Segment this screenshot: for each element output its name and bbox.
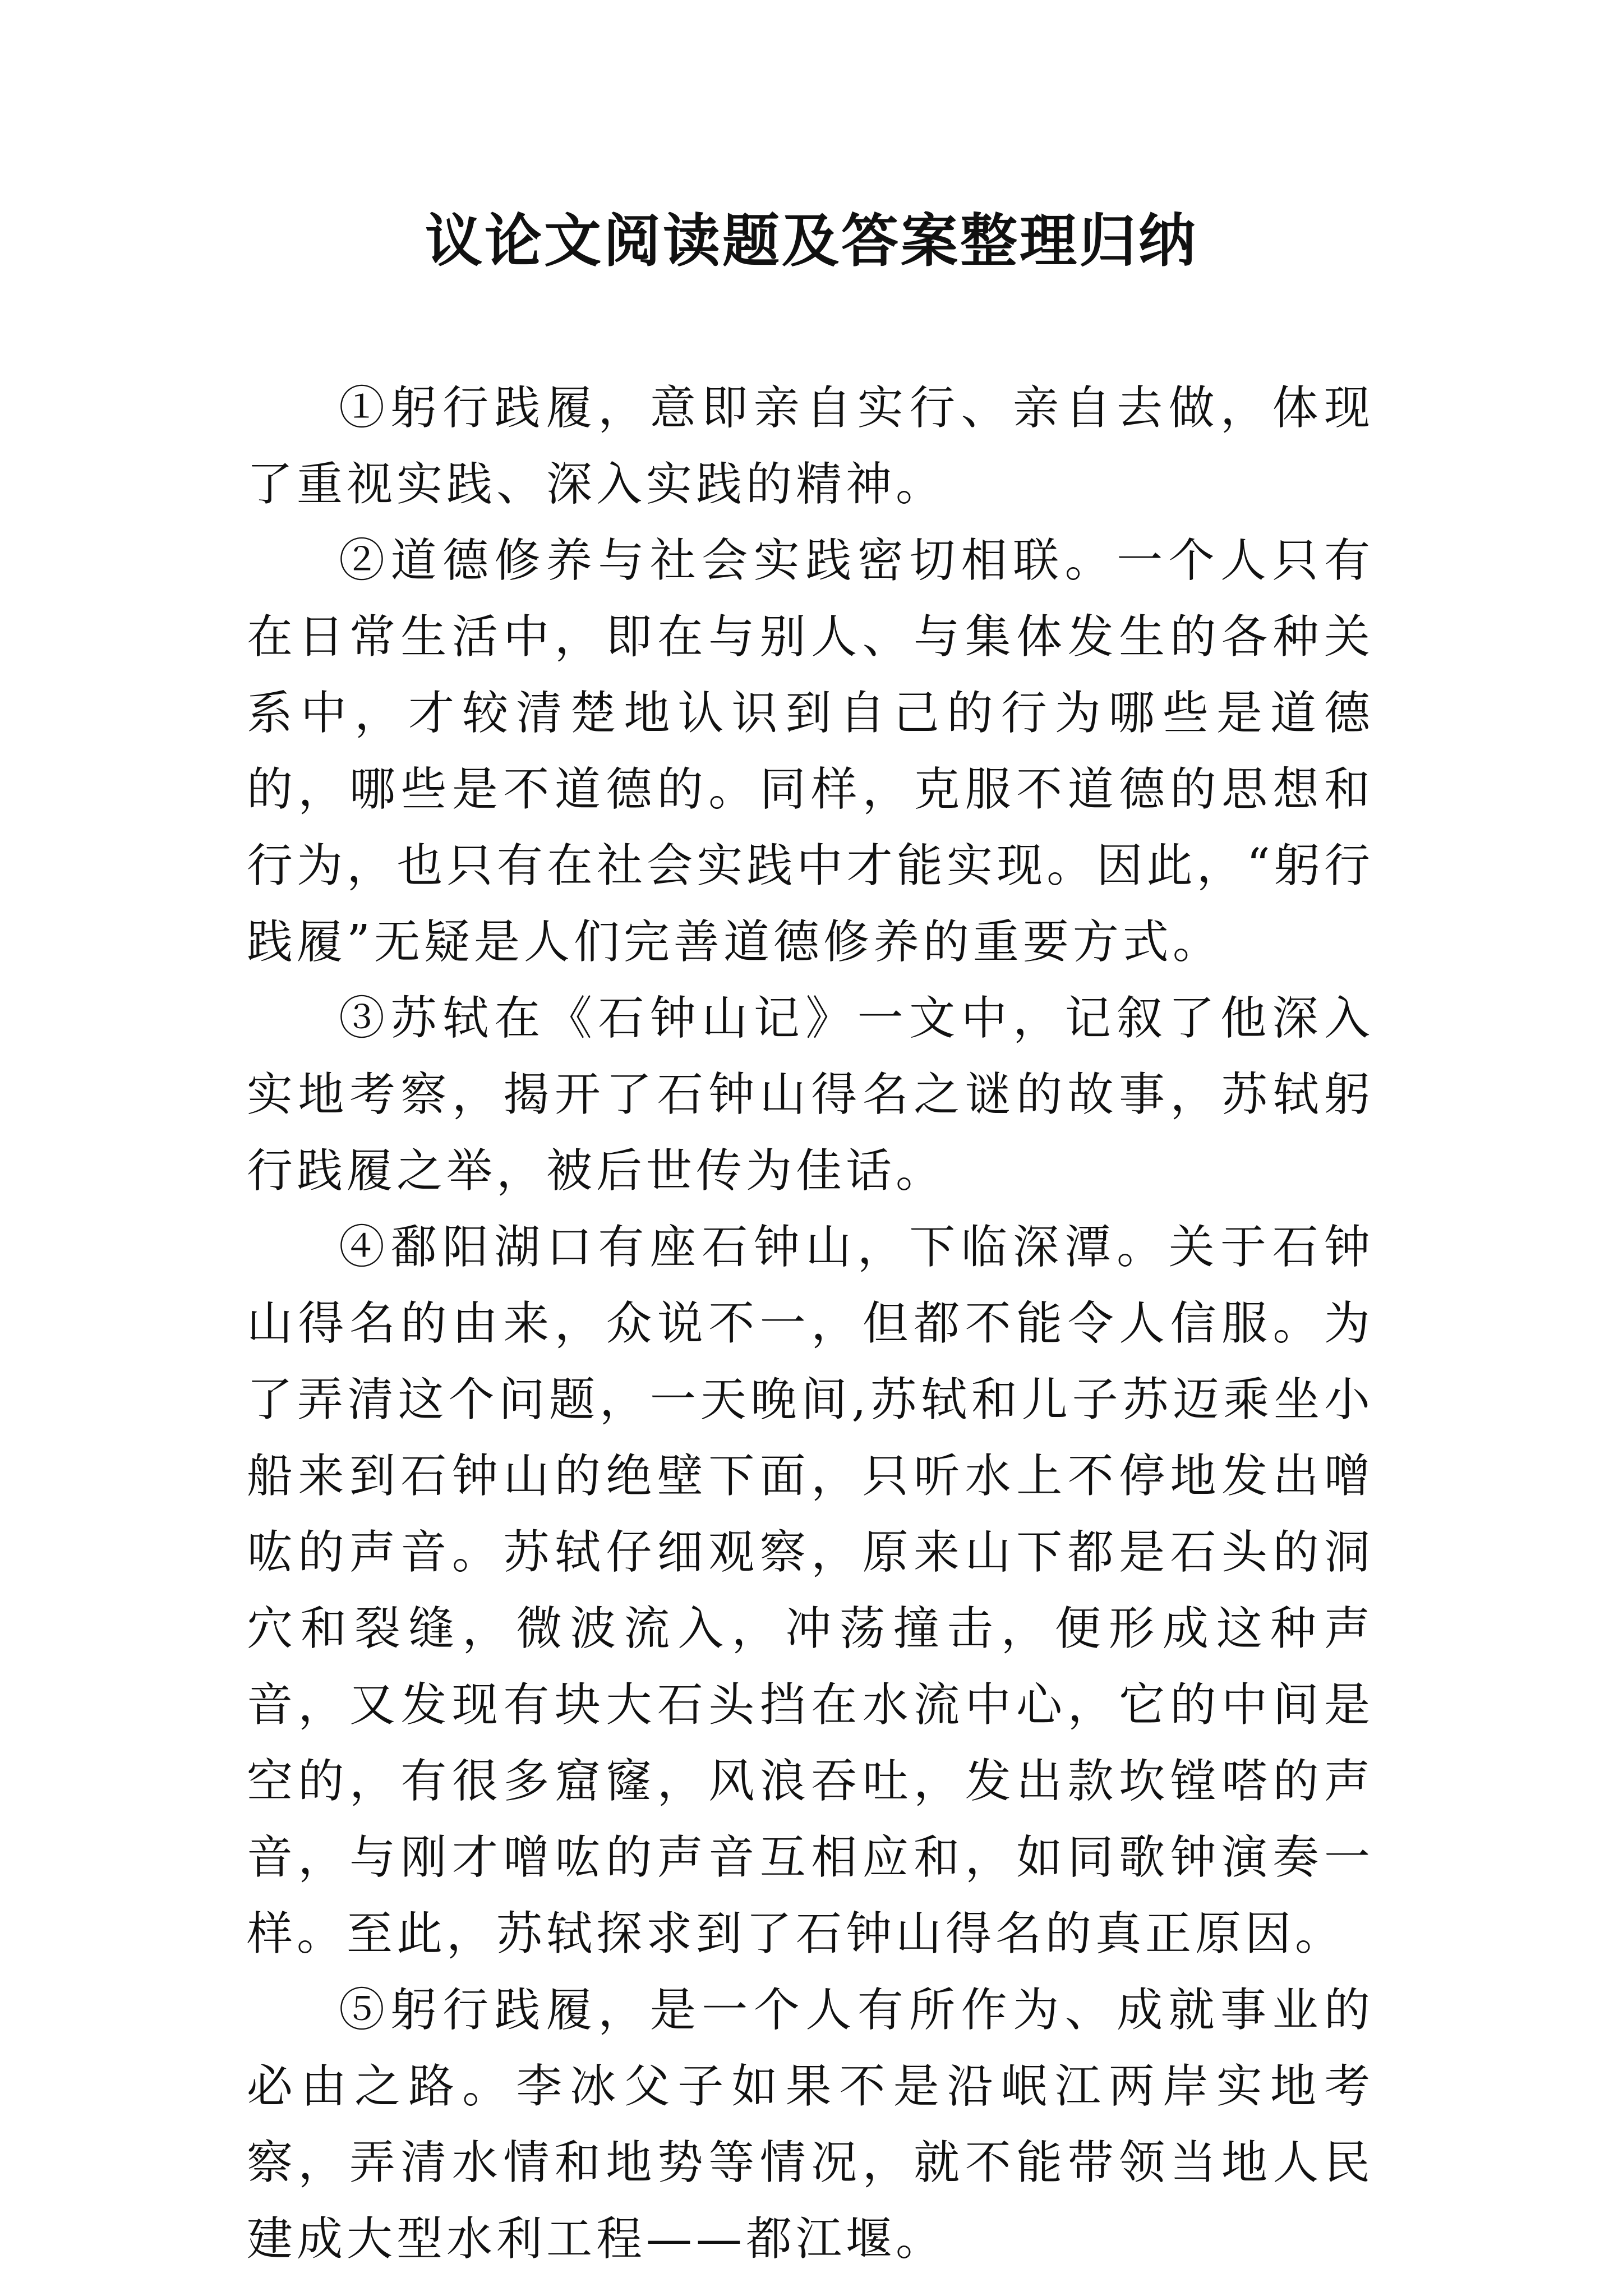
- paragraph-3: ③苏轼在《石钟山记》一文中，记叙了他深入实地考察，揭开了石钟山得名之谜的故事，苏轼躬行践履之举，被后世传为佳话。: [247, 992, 1374, 1198]
- paragraph-5: ⑤躬行践履，是一个人有所作为、成就事业的必由之路。李冰父子如果不是沿岷江两岸实地考察，弄清水情和地势等情况，就不能带领当地人民建成大型水利工程——都江堰。: [247, 1984, 1374, 2266]
- paragraph-1: ①躬行践履，意即亲自实行、亲自去做，体现了重视实践、深入实践的精神。: [247, 381, 1374, 511]
- document-body: [247, 370, 1374, 2277]
- paragraph-4: ④鄱阳湖口有座石钟山，下临深潭。关于石钟山得名的由来，众说不一，但都不能令人信服。为了弄清这个问题，一天晚间,苏轼和儿子苏迈乘坐小船来到石钟山的绝壁下面，只听水上不停地发出噌吰的声音。苏轼仔细观察，原来山下都是石头的洞穴和裂缝，微波流入，冲荡撞击，便形成这种声音，又发现有块大石头挡在水流中心，它的中间是空的，有很多窟窿，风浪吞吐，发出款坎镗嗒的声音，与刚才噌吰的声音互相应和，如同歌钟演奏一样。至此，苏轼探求到了石钟山得名的真正原因。: [247, 1221, 1374, 1961]
- paragraph-2: ②道德修养与社会实践密切相联。一个人只有在日常生活中，即在与别人、与集体发生的各种关系中，才较清楚地认识到自己的行为哪些是道德的，哪些是不道德的。同样，克服不道德的思想和行为，也只有在社会实践中才能实现。因此，“躬行践履”无疑是人们完善道德修养的重要方式。: [247, 534, 1374, 969]
- document-title: 议论文阅读题及答案整理归纳: [425, 208, 1198, 275]
